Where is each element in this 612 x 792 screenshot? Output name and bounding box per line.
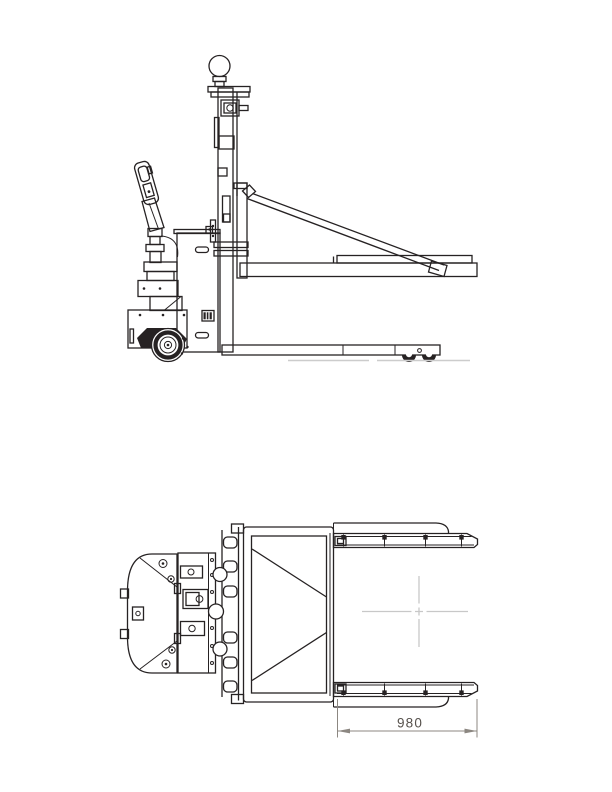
drive-wheel [137, 328, 189, 362]
side-view [128, 56, 477, 363]
diagonal-brace [247, 194, 444, 271]
platform-beam [240, 263, 477, 277]
platform-frame [244, 523, 347, 707]
head-cover [121, 554, 178, 673]
dimension-arrow-right [465, 729, 478, 734]
dimension-value: 980 [396, 715, 424, 731]
mast [208, 56, 250, 353]
mast-roller-strip [209, 524, 244, 704]
lift-platform [240, 185, 477, 277]
mast-pulley-ball [209, 56, 230, 77]
top-view [121, 523, 478, 707]
fork-top [334, 534, 478, 548]
handle-slot-top [196, 247, 209, 253]
outrigger-leg [222, 345, 440, 362]
platform-plate [337, 256, 472, 264]
tiller-handle [133, 160, 212, 311]
dimension-arrow-left [338, 729, 351, 734]
leg-outline [334, 523, 449, 707]
fork-bottom [334, 683, 478, 697]
center-mark [362, 576, 468, 647]
handle-slot-bottom [196, 333, 209, 339]
dimension-980 [338, 699, 478, 738]
